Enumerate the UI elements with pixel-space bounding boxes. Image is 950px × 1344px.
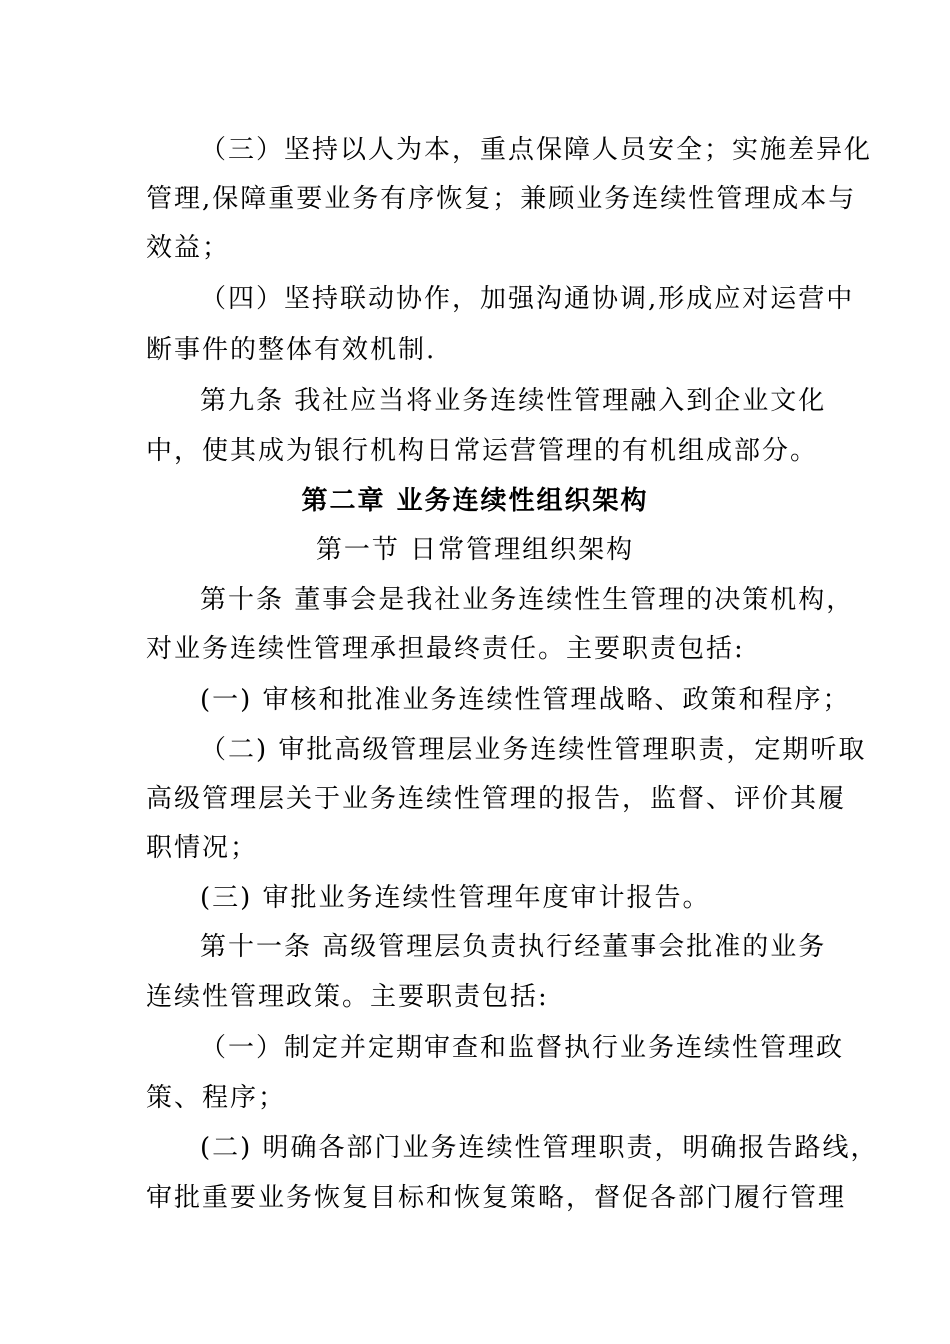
paragraph-line: (一) 审核和批准业务连续性管理战略、政策和程序； [200,685,851,715]
section-heading: 第一节 日常管理组织架构 [315,535,635,565]
paragraph-line: （三）坚持以人为本，重点保障人员安全；实施差异化 [200,135,873,165]
paragraph-line: （四）坚持联动协作，加强沟通协调,形成应对运营中 [200,284,855,314]
paragraph-line: 中，使其成为银行机构日常运营管理的有机组成部分。 [146,436,819,466]
article-10-line: 第十条 董事会是我社业务连续性生管理的决策机构， [200,585,855,615]
paragraph-line: （一）制定并定期审查和监督执行业务连续性管理政 [200,1033,845,1063]
paragraph-line: 连续性管理政策。主要职责包括: [146,982,549,1012]
paragraph-line: (三) 审批业务连续性管理年度审计报告。 [200,883,711,913]
paragraph-line: 对业务连续性管理承担最终责任。主要职责包括: [146,634,745,664]
article-11-line: 第十一条 高级管理层负责执行经董事会批准的业务 [200,932,827,962]
paragraph-line: （二) 审批高级管理层业务连续性管理职责，定期听取 [200,735,867,765]
paragraph-line: 效益； [146,233,231,263]
paragraph-line: 断事件的整体有效机制. [146,335,437,365]
paragraph-line: 审批重要业务恢复目标和恢复策略，督促各部门履行管理 [146,1183,847,1213]
paragraph-line: 管理,保障重要业务有序恢复；兼顾业务连续性管理成本与 [146,184,857,214]
paragraph-line: 高级管理层关于业务连续性管理的报告，监督、评价其履 [146,784,847,814]
paragraph-line: 策、程序； [146,1083,287,1113]
paragraph-line: 职情况； [146,833,259,863]
chapter-heading: 第二章 业务连续性组织架构 [301,486,649,516]
article-9-line: 第九条 我社应当将业务连续性管理融入到企业文化 [200,386,827,416]
paragraph-line: (二) 明确各部门业务连续性管理职责，明确报告路线， [200,1133,879,1163]
